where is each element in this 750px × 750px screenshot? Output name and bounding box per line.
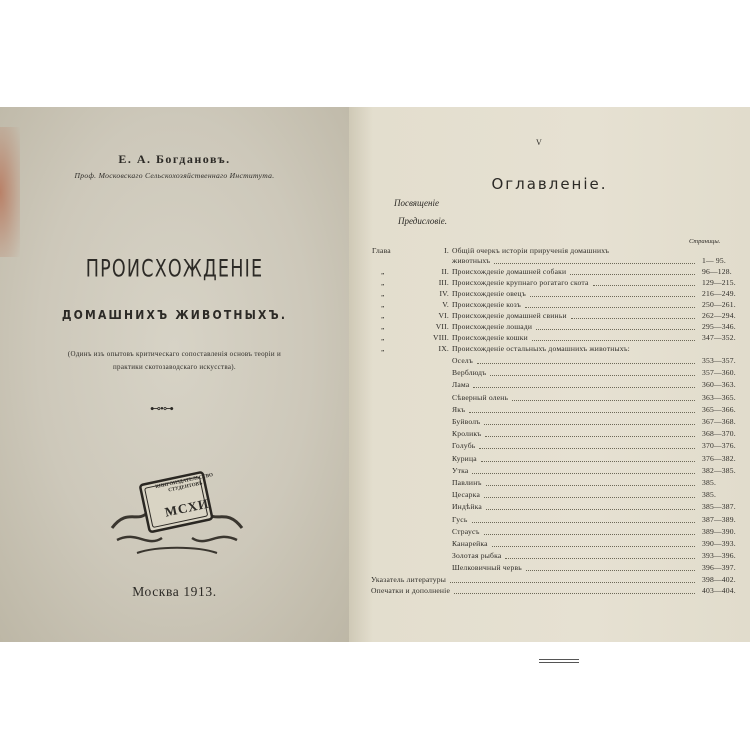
- toc-row: [452, 393, 750, 403]
- dot-leader: [526, 570, 695, 572]
- toc-row: [452, 356, 750, 366]
- page-range: 367—368.: [702, 417, 736, 426]
- author-affiliation: Проф. Московскаго Сельскохозяйственнаго Института.: [74, 171, 275, 180]
- toc-row: [371, 586, 750, 596]
- page-range: 129—215.: [702, 278, 736, 287]
- chapter-title: Общій очеркъ исторіи прирученія домашнихъ: [452, 246, 610, 255]
- animal-entry: Оселъ: [452, 356, 474, 365]
- back-matter-entry: Указатель литературы: [371, 575, 447, 584]
- dot-leader: [479, 448, 695, 450]
- dot-leader: [454, 593, 695, 595]
- toc-row: [372, 344, 750, 354]
- publisher-mark-abbrev: МСХИ: [163, 495, 211, 520]
- chapter-number: IX.: [438, 344, 449, 353]
- page-range: 387—389.: [702, 514, 736, 524]
- toc-row: [372, 289, 750, 299]
- chapter-number: IV.: [439, 289, 449, 298]
- animal-entry: Страусъ: [452, 526, 480, 536]
- page-range: 370—376.: [702, 441, 736, 451]
- toc-row: [372, 267, 750, 277]
- toc-row: [452, 417, 750, 427]
- dot-leader: [484, 534, 695, 536]
- dot-leader: [472, 522, 695, 524]
- chapter-title: Происхожденіе домашней свиньи: [452, 311, 567, 320]
- chapter-number: VII.: [435, 322, 449, 331]
- page-range: 382—385.: [702, 465, 736, 475]
- publisher-mark-label: КНИГОИЗДАТЕЛЬСТВО СТУДЕНТОВЪ: [154, 473, 214, 494]
- toc-row: [452, 539, 750, 549]
- page-range: 376—382.: [702, 453, 736, 463]
- dot-leader: [525, 307, 695, 309]
- dot-leader: [486, 485, 695, 487]
- page-range: 385.: [702, 490, 717, 500]
- chapter-number: V.: [442, 300, 449, 309]
- dot-leader: [450, 582, 695, 584]
- chapter-number: III.: [438, 278, 449, 287]
- toc-row: [452, 563, 750, 573]
- chapter-prefix: „: [381, 333, 385, 342]
- chapter-title: Происхожденіе кошки: [452, 333, 528, 342]
- chapter-prefix: „: [381, 300, 385, 309]
- page-range: 363—365.: [702, 392, 736, 402]
- dot-leader: [570, 274, 695, 276]
- toc-row: [452, 429, 750, 439]
- back-matter-entry: Опечатки и дополненіе: [371, 586, 451, 595]
- subtitle-line-2: практики скотозаводскаго искусства).: [113, 363, 236, 371]
- dot-leader: [492, 546, 695, 548]
- subtitle-line-1: (Одинъ изъ опытовъ критическаго сопоставленія основъ теоріи и: [67, 350, 282, 358]
- place-and-year: Москва 1913.: [132, 584, 217, 599]
- animal-entry: Кроликъ: [452, 429, 482, 439]
- chapter-title: Происхожденіе крупнаго рогатаго скота: [452, 278, 589, 287]
- toc-row: [452, 527, 750, 537]
- page-range: 347—352.: [702, 333, 736, 342]
- chapter-prefix: „: [381, 289, 385, 298]
- animal-entry: Шелковичный червь: [452, 563, 522, 573]
- chapter-title: Происхожденіе домашней собаки: [452, 267, 567, 276]
- toc-row: [371, 575, 750, 585]
- page-number: V: [536, 138, 542, 147]
- page-range: 295—346.: [702, 322, 736, 331]
- page-range: 353—357.: [702, 356, 736, 365]
- toc-row: [452, 454, 750, 464]
- dot-leader: [571, 318, 695, 320]
- pages-column-header: Страницы.: [689, 238, 721, 245]
- chapter-title: Происхожденіе остальныхъ домашнихъ животныхъ:: [452, 344, 630, 353]
- chapter-prefix: „: [381, 267, 385, 276]
- chapter-number: I.: [444, 246, 449, 255]
- dot-leader: [490, 375, 695, 377]
- animal-entry: Курица: [452, 453, 477, 463]
- chapter-title: Происхожденіе козъ: [452, 300, 521, 309]
- toc-row: [452, 551, 750, 561]
- dot-leader: [532, 340, 695, 342]
- toc-row: [372, 256, 750, 266]
- page-range: 360—363.: [702, 380, 736, 390]
- contents-page: [349, 107, 750, 642]
- dot-leader: [473, 387, 695, 389]
- toc-row: [452, 405, 750, 415]
- toc-row: [452, 515, 750, 525]
- page-range: 396—397.: [702, 563, 736, 573]
- animal-entry: Сѣверный олень: [452, 392, 509, 402]
- animal-entry: Канарейка: [452, 539, 488, 548]
- page-range: 357—360.: [702, 368, 736, 378]
- dot-leader: [593, 285, 695, 287]
- animal-entry: Верблюдъ: [452, 368, 487, 378]
- title-page: [0, 107, 349, 642]
- closing-rule: [539, 659, 579, 665]
- page-range: 403—404.: [702, 586, 736, 595]
- dot-leader: [484, 424, 695, 426]
- dot-leader: [484, 497, 695, 499]
- page-range: 385—387.: [702, 502, 736, 512]
- page-range: 216—249.: [702, 289, 736, 298]
- page-range: 262—294.: [702, 311, 736, 320]
- toc-row: [372, 322, 750, 332]
- animal-entry: Индѣйка: [452, 502, 482, 512]
- animal-entry: Гусь: [452, 514, 468, 524]
- animal-entry: Якъ: [452, 404, 466, 414]
- chapter-title-cont: животныхъ: [452, 256, 491, 265]
- toc-row: [452, 502, 750, 512]
- toc-row: [452, 368, 750, 378]
- chapter-prefix: „: [381, 322, 385, 331]
- dot-leader: [505, 558, 695, 560]
- author-name: Е. А. Богдановъ.: [118, 152, 231, 166]
- dot-leader: [481, 461, 695, 463]
- dot-leader: [485, 436, 695, 438]
- page-range: 1— 95.: [702, 256, 726, 265]
- page-range: 368—370.: [702, 429, 736, 439]
- chapter-number: VI.: [438, 311, 449, 320]
- chapter-prefix: „: [381, 311, 385, 320]
- chapter-title: Происхожденіе лошади: [452, 322, 533, 331]
- dedication-entry: Посвященіе: [394, 198, 439, 208]
- chapter-number: II.: [441, 267, 449, 276]
- ornament-icon: ⊷•⊶: [150, 403, 173, 415]
- toc-row: [372, 278, 750, 288]
- toc-row: [372, 300, 750, 310]
- animal-entry: Цесарка: [452, 490, 481, 500]
- toc-row: [452, 441, 750, 451]
- toc-row: [372, 333, 750, 343]
- paper-stain: [0, 127, 20, 257]
- animal-entry: Буйволъ: [452, 417, 481, 426]
- page-range: 96—128.: [702, 267, 732, 276]
- chapter-prefix: Глава: [372, 246, 391, 255]
- page-range: 393—396.: [702, 551, 736, 561]
- animal-entry: Утка: [452, 465, 469, 475]
- page-range: 250—261.: [702, 300, 736, 309]
- toc-row: [452, 466, 750, 476]
- animal-entry: Павлинъ: [452, 478, 482, 487]
- dot-leader: [530, 296, 695, 298]
- book-title-line-1: ПРОИСХОЖДЕНІЕ: [85, 254, 264, 283]
- dot-leader: [486, 509, 695, 511]
- toc-row: [452, 490, 750, 500]
- animal-entry: Золотая рыбка: [452, 551, 502, 561]
- chapter-prefix: „: [381, 278, 385, 287]
- dot-leader: [469, 412, 695, 414]
- animal-entry: Лама: [452, 380, 470, 390]
- page-range: 390—393.: [702, 539, 736, 548]
- dot-leader: [477, 363, 695, 365]
- page-range: 389—390.: [702, 526, 736, 536]
- chapter-prefix: „: [381, 344, 385, 353]
- dot-leader: [494, 263, 695, 265]
- toc-row: [372, 311, 750, 321]
- chapter-title: Происхожденіе овецъ: [452, 289, 526, 298]
- dot-leader: [536, 329, 695, 331]
- contents-heading: Оглавленіе.: [491, 175, 608, 193]
- animal-entry: Голубь: [452, 441, 476, 451]
- toc-row: [452, 380, 750, 390]
- chapter-number: VIII.: [433, 333, 449, 342]
- dot-leader: [512, 400, 695, 402]
- toc-row: [452, 478, 750, 488]
- page-range: 385.: [702, 478, 717, 487]
- page-range: 398—402.: [702, 575, 736, 584]
- book-title-line-2: ДОМАШНИХЪ ЖИВОТНЫХЪ.: [61, 308, 288, 322]
- page-range: 365—366.: [702, 404, 736, 414]
- toc-row: [372, 246, 750, 256]
- dot-leader: [472, 473, 695, 475]
- preface-entry: Предисловіе.: [398, 216, 448, 226]
